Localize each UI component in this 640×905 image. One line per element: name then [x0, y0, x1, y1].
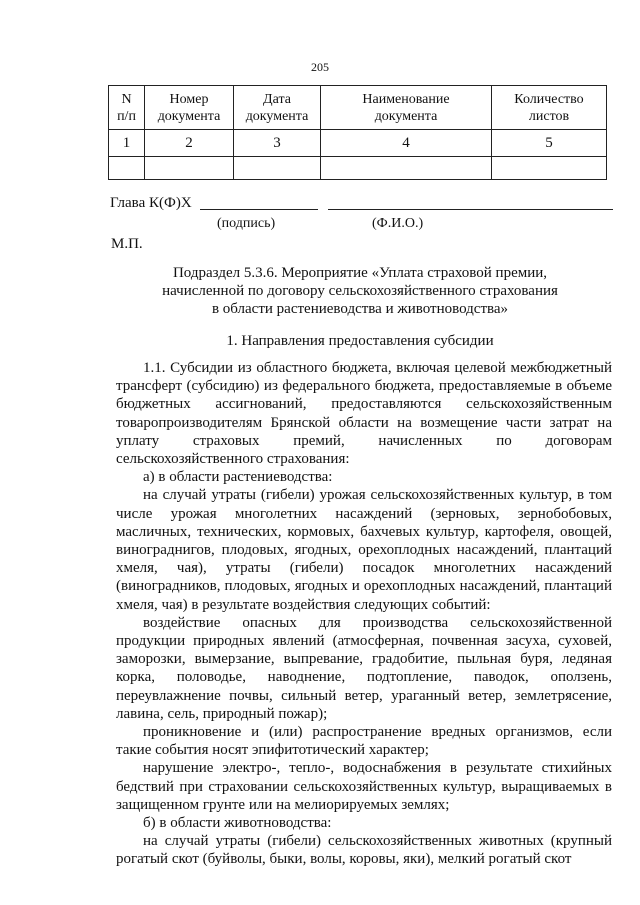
paragraph: 1.1. Субсидии из областного бюджета, включая целевой межбюджетный трансферт (субсидию) из федерального бюджета, предоставляемые в объеме бюджетных ассигнований, предоставляются сельскохозяйственным товаропроизводителям Брянской области на возмещение части затрат на уплату страховых премий, начисленных по договорам сельскохозяйственного страхования:: [116, 360, 612, 468]
name-underline: [328, 209, 613, 210]
page-number: 205: [311, 60, 329, 74]
heading-line: Подраздел 5.3.6. Мероприятие «Уплата страховой премии,: [172, 265, 548, 281]
header-cell-number: N п/п: [109, 86, 145, 130]
table-cell: 4: [321, 130, 492, 157]
documents-table: [108, 85, 607, 180]
paragraph: на случай утраты (гибели) сельскохозяйственных животных (крупный рогатый скот (буйволы, быки, волы, коровы, яки), мелкий рогатый скот: [116, 833, 612, 868]
table-cell: [492, 157, 607, 180]
subsection-heading: [110, 264, 610, 318]
table-cell: 2: [145, 130, 234, 157]
header-cell-doc-date: Дата документа: [234, 86, 321, 130]
table-row: [109, 130, 607, 157]
signature-underline: [200, 209, 318, 210]
head-label: Глава К(Ф)Х: [110, 195, 192, 211]
table-row: [109, 157, 607, 180]
paragraph: б) в области животноводства:: [143, 815, 332, 832]
paragraph: на случай утраты (гибели) урожая сельскохозяйственных культур, в том числе урожая многолетних насаждений (зерновых, зернобобовых, масличных, технических, кормовых, бахчевых культур, картофеля, овощей, винограднигов, плодовых, ягодных, орехоплодных насаждений, плантаций хмеля, чая), утраты (гибели) посадок многолетних насаждений (виноградников, плодовых, ягодных и орехоплодных насаждений, плантаций хмеля, чая) в результате воздействия следующих событий:: [116, 487, 612, 613]
table-cell: [321, 157, 492, 180]
section-title: 1. Направления предоставления субсидии: [226, 333, 494, 349]
paragraph: а) в области растениеводства:: [143, 469, 333, 486]
heading-line: начисленной по договору сельскохозяйственного страхования: [162, 283, 558, 299]
signature-caption: (подпись): [217, 216, 276, 231]
heading-line: в области растениеводства и животноводства»: [211, 301, 509, 317]
name-caption: (Ф.И.О.): [372, 216, 424, 231]
table-cell: [145, 157, 234, 180]
header-cell-doc-name: Наименование документа: [321, 86, 492, 130]
paragraph: нарушение электро-, тепло-, водоснабжения в результате стихийных бедствий при страховании сельскохозяйственных культур, выращиваемых в защищенном грунте или на мелиорируемых землях;: [116, 760, 612, 813]
table-header-row: [109, 86, 607, 130]
header-cell-doc-number: Номер документа: [145, 86, 234, 130]
paragraph: воздействие опасных для производства сельскохозяйственной продукции природных явлений (атмосферная, почвенная засуха, суховей, заморозки, вымерзание, выпревание, градобитие, пыльная буря, ледяная корка, половодье, наводнение, подтопление, паводок, оползень, переувлажнение почвы, сильный ветер, ураганный ветер, землетрясение, лавина, сель, природный пожар);: [116, 614, 612, 722]
body-text: [116, 359, 612, 869]
table-cell: 1: [109, 130, 145, 157]
table-cell: [234, 157, 321, 180]
table-cell: 3: [234, 130, 321, 157]
header-cell-sheet-count: Количество листов: [492, 86, 607, 130]
table-cell: 5: [492, 130, 607, 157]
stamp-place: М.П.: [111, 236, 143, 252]
paragraph: проникновение и (или) распространение вредных организмов, если такие события носят эпифитотический характер;: [116, 724, 612, 759]
table-cell: [109, 157, 145, 180]
signature-line: [110, 195, 610, 212]
